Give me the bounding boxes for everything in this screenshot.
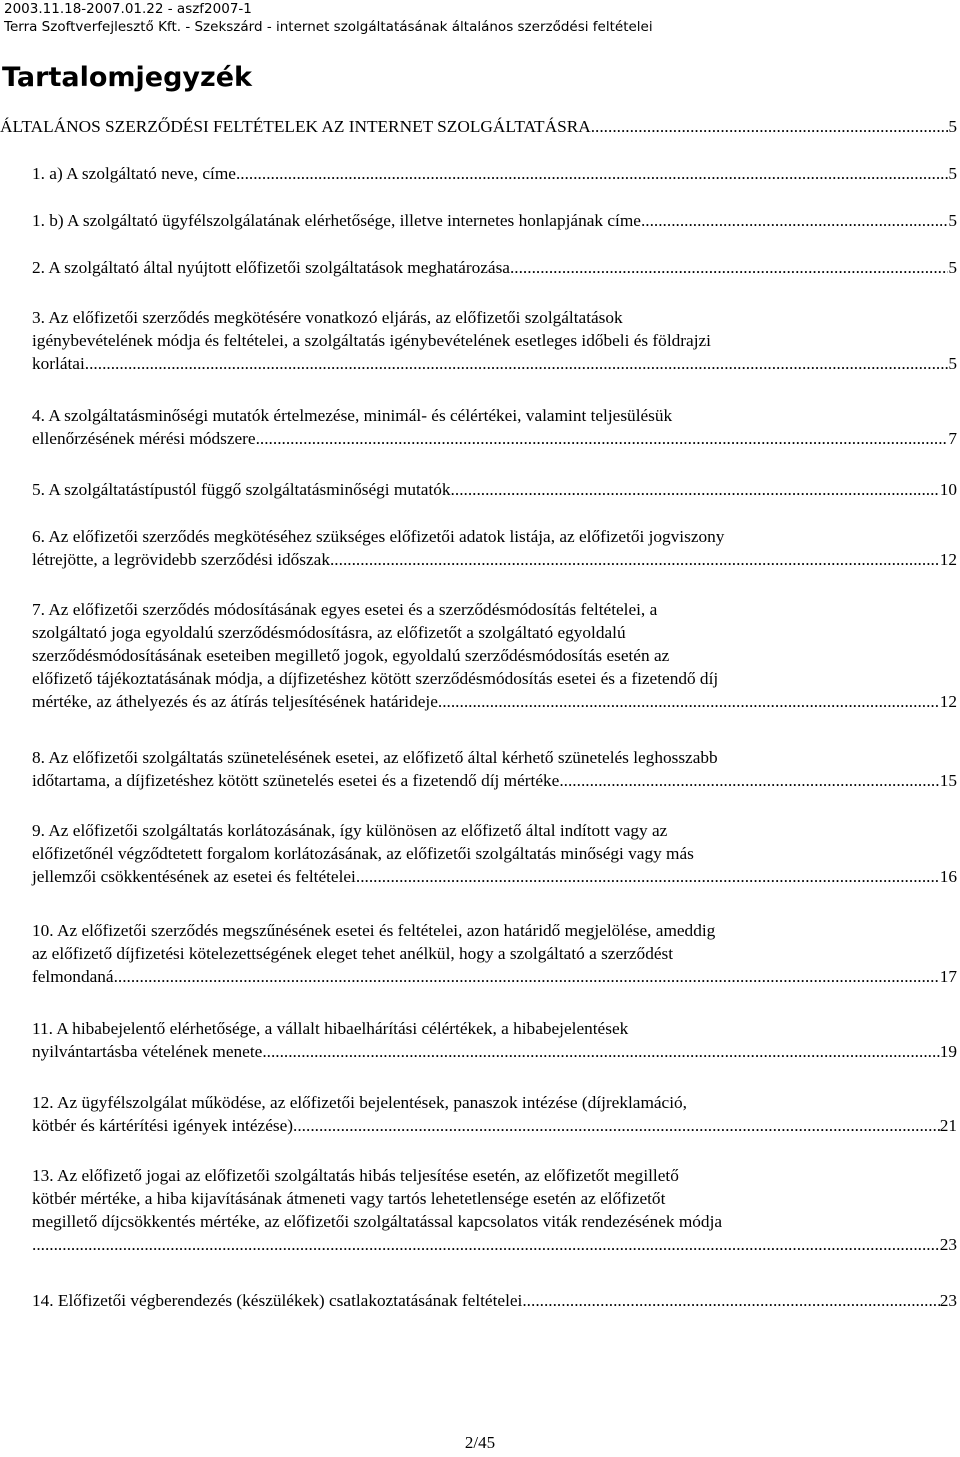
toc-page-number: 17: [939, 967, 957, 986]
toc-leader-dots: [641, 209, 948, 232]
toc-leader-dots: [297, 1114, 939, 1137]
toc-entry-text-line: az előfizető díjfizetési kötelezettségének eleget tehet anélkül, hogy a szolgáltató a szerződést: [32, 944, 674, 963]
toc-page-number: 21: [939, 1116, 957, 1135]
toc-entry-text: korlátai: [32, 354, 85, 373]
toc-entry-text-line: 6. Az előfizetői szerződés megkötéséhez szükséges előfizetői adatok listája, az előfizetői jogviszony: [32, 527, 725, 546]
toc-entry-text: 2. A szolgáltató által nyújtott előfizetői szolgáltatások meghatározása: [32, 258, 510, 277]
toc-entry-text: jellemzői csökkentésének az esetei és feltételei: [32, 867, 356, 886]
toc-entry[interactable]: [32, 746, 957, 792]
toc-page-number: 5: [948, 211, 957, 230]
toc-page-number: 5: [948, 117, 957, 136]
toc-entry-text: 14. Előfizetői végberendezés (készülékek) csatlakoztatásának feltételei: [32, 1291, 523, 1310]
toc-leader-dots: [356, 865, 940, 888]
toc-entry-text: ÁLTALÁNOS SZERZŐDÉSI FELTÉTELEK AZ INTERNET SZOLGÁLTATÁSRA: [0, 117, 591, 136]
toc-page-number: 5: [948, 164, 957, 183]
toc-entry-text: nyilvántartásba vételének menete: [32, 1042, 263, 1061]
toc-entry-last-line: [32, 1233, 957, 1256]
toc-entry-last-line: [32, 478, 957, 501]
toc-entry-text-line: 11. A hibabejelentő elérhetősége, a vállalt hibaelhárítási célértékek, a hibabejelentések: [32, 1019, 629, 1038]
toc-entry-text-line: előfizető tájékoztatásának módja, a díjfizetéshez kötött szerződésmódosítás esetei és a fizetendő díj: [32, 669, 719, 688]
toc-page-number: 15: [939, 771, 957, 790]
toc-leader-dots: [522, 1289, 939, 1312]
toc-entry[interactable]: [32, 919, 957, 988]
toc-entry-text-line: 10. Az előfizetői szerződés megszűnésének esetei és feltételei, azon határidő megjelölése, ameddig: [32, 921, 716, 940]
toc-entry-text: 5. A szolgáltatástípustól függő szolgáltatásminőségi mutatók: [32, 480, 451, 499]
toc-leader-dots: [256, 427, 949, 450]
toc-entry[interactable]: [32, 209, 957, 232]
toc-leader-dots: [510, 256, 948, 279]
toc-entry-text: ellenőrzésének mérési módszere: [32, 429, 256, 448]
toc-entry-text-line: megillető díjcsökkentés mértéke, az előfizetői szolgáltatással kapcsolatos viták rendezésének módja: [32, 1212, 723, 1231]
toc-entry-last-line: [32, 1289, 957, 1312]
toc-page-number: 23: [939, 1291, 957, 1310]
toc-entry[interactable]: [32, 1164, 957, 1256]
toc-entry-last-line: [32, 548, 957, 571]
toc-entry-last-line: [32, 209, 957, 232]
toc-entry-text-line: szolgáltató joga egyoldalú szerződésmódosításra, az előfizetőt a szolgáltató egyoldalú: [32, 623, 626, 642]
toc-leader-dots: [236, 162, 948, 185]
document-header-line-2: Terra Szoftverfejlesztő Kft. - Szekszárd - internet szolgáltatásának általános szerződési feltételei: [4, 19, 653, 35]
toc-entry[interactable]: [32, 1017, 957, 1063]
toc-entry[interactable]: [32, 478, 957, 501]
toc-leader-dots: [591, 115, 949, 138]
toc-page-number: 23: [939, 1235, 957, 1254]
toc-leader-dots: [32, 1233, 940, 1256]
toc-entry-last-line: [32, 427, 957, 450]
document-header-line-1: 2003.11.18-2007.01.22 - aszf2007-1: [4, 1, 252, 17]
toc-entry-text-line: 9. Az előfizetői szolgáltatás korlátozásának, így különösen az előfizető által indított vagy az: [32, 821, 668, 840]
toc-entry-text-line: 8. Az előfizetői szolgáltatás szünetelésének esetei, az előfizető által kérhető szünetelés leghosszabb: [32, 748, 718, 767]
toc-page-number: 10: [939, 480, 957, 499]
toc-entry-text-line: előfizetőnél végződtetett forgalom korlátozásának, az előfizetői szolgáltatás minőségi vagy más: [32, 844, 694, 863]
toc-entry-text: létrejötte, a legrövidebb szerződési időszak: [32, 550, 330, 569]
toc-entry[interactable]: [32, 404, 957, 450]
toc-entry-text-line: 7. Az előfizetői szerződés módosításának egyes esetei és a szerződésmódosítás feltételei, a: [32, 600, 658, 619]
toc-entry-last-line: [32, 1040, 957, 1063]
toc-page-number: 19: [939, 1042, 957, 1061]
toc-entry-last-line: [32, 865, 957, 888]
toc-leader-dots: [330, 548, 940, 571]
toc-entry-text: 1. a) A szolgáltató neve, címe: [32, 164, 236, 183]
toc-page-number: 16: [939, 867, 957, 886]
toc-entry-text-line: szerződésmódosításának eseteiben megillető jogok, egyoldalú szerződésmódosítás esetén az: [32, 646, 670, 665]
toc-entry-text: mértéke, az áthelyezés és az átírás teljesítésének határideje: [32, 692, 438, 711]
toc-entry[interactable]: [32, 1091, 957, 1137]
toc-entry[interactable]: [32, 162, 957, 185]
toc-entry-last-line: [32, 690, 957, 713]
toc-entry-last-line: [32, 1114, 957, 1137]
page-indicator: 2/45: [464, 1433, 496, 1452]
toc-entry[interactable]: [32, 256, 957, 279]
toc-entry-last-line: [0, 115, 957, 138]
toc-entry-text-line: kötbér mértéke, a hiba kijavításának átmeneti vagy tartós lehetetlensége esetén az előfizetőt: [32, 1189, 666, 1208]
toc-entry[interactable]: [32, 598, 957, 713]
toc-leader-dots: [262, 1040, 939, 1063]
toc-leader-dots: [114, 965, 940, 988]
toc-entry[interactable]: [0, 115, 957, 138]
toc-page-number: 5: [948, 354, 957, 373]
toc-page-number: 12: [939, 692, 957, 711]
toc-entry-text-line: 13. Az előfizető jogai az előfizetői szolgáltatás hibás teljesítése esetén, az előfizetőt megillető: [32, 1166, 679, 1185]
toc-entry[interactable]: [32, 1289, 957, 1312]
toc-title: Tartalomjegyzék: [2, 62, 253, 93]
toc-entry[interactable]: [32, 819, 957, 888]
toc-page-number: 7: [948, 429, 957, 448]
toc-entry-text: 1. b) A szolgáltató ügyfélszolgálatának elérhetősége, illetve internetes honlapjának címe: [32, 211, 641, 230]
toc-entry-text: kötbér és kártérítési igények intézése).: [32, 1116, 298, 1135]
toc-page-number: 5: [948, 258, 957, 277]
toc-leader-dots: [85, 352, 949, 375]
toc-entry-last-line: [32, 256, 957, 279]
toc-entry-text-line: igénybevételének módja és feltételei, a szolgáltatás igénybevételének esetleges időbeli és földrajzi: [32, 331, 711, 350]
toc-entry-last-line: [32, 769, 957, 792]
toc-leader-dots: [438, 690, 940, 713]
toc-leader-dots: [451, 478, 940, 501]
toc-entry[interactable]: [32, 306, 957, 375]
toc-entry-text: időtartama, a díjfizetéshez kötött szünetelés esetei és a fizetendő díj mértéke: [32, 771, 560, 790]
toc-entry-text: felmondaná: [32, 967, 114, 986]
toc-entry[interactable]: [32, 525, 957, 571]
toc-entry-last-line: [32, 352, 957, 375]
toc-entry-last-line: [32, 965, 957, 988]
toc-entry-last-line: [32, 162, 957, 185]
toc-entry-text-line: 12. Az ügyfélszolgálat működése, az előfizetői bejelentések, panaszok intézése (díjreklamáció,: [32, 1093, 687, 1112]
toc-entry-text-line: 3. Az előfizetői szerződés megkötésére vonatkozó eljárás, az előfizetői szolgáltatások: [32, 308, 623, 327]
toc-leader-dots: [559, 769, 939, 792]
toc-page-number: 12: [939, 550, 957, 569]
toc-entry-text-line: 4. A szolgáltatásminőségi mutatók értelmezése, minimál- és célértékei, valamint teljesülésük: [32, 406, 673, 425]
